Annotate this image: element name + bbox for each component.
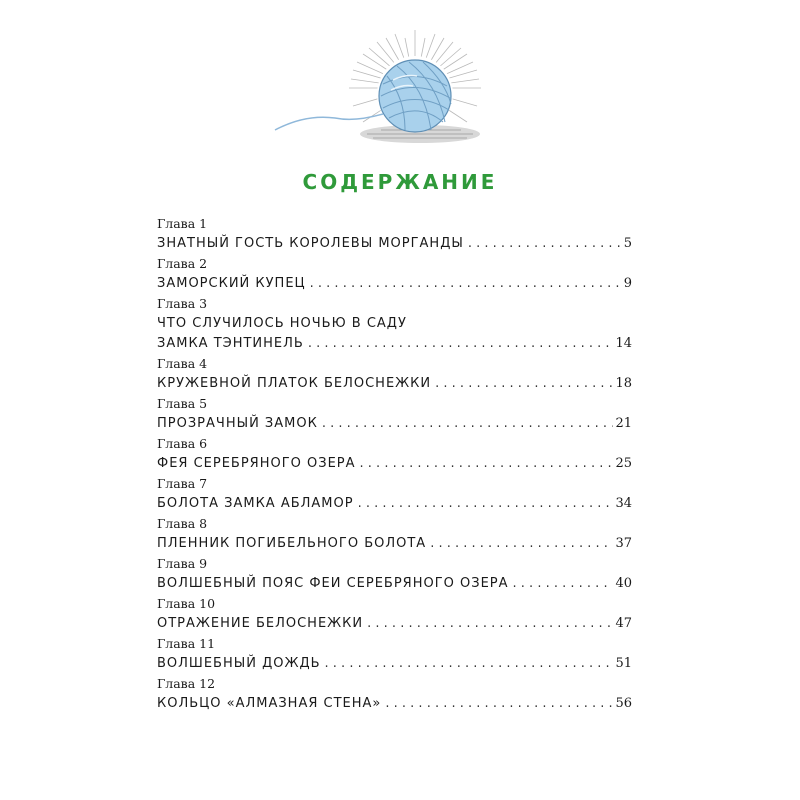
chapter-label: Глава 5 [157, 396, 208, 411]
toc-line [157, 234, 632, 254]
dot-leader [367, 614, 613, 634]
page-number: 40 [615, 576, 632, 591]
toc-entry [157, 294, 632, 354]
chapter-label: Глава 3 [157, 296, 208, 311]
yarn-ball-illustration [255, 18, 525, 158]
toc-entry [157, 254, 632, 294]
dot-leader [385, 694, 613, 714]
yarn-ball-icon [255, 18, 525, 158]
toc-line [157, 454, 632, 474]
dot-leader [435, 374, 613, 394]
toc-line [157, 414, 632, 434]
toc-entry [157, 214, 632, 254]
toc-entry [157, 394, 632, 434]
dot-leader [513, 574, 614, 594]
page-number: 14 [615, 336, 632, 351]
chapter-title: ПРОЗРАЧНЫЙ ЗАМОК [157, 416, 318, 431]
chapter-label: Глава 11 [157, 636, 216, 651]
page-number: 34 [615, 496, 632, 511]
chapter-label: Глава 10 [157, 596, 216, 611]
dot-leader [468, 234, 622, 254]
dot-leader [310, 274, 622, 294]
toc-entry [157, 474, 632, 514]
page-number: 37 [615, 536, 632, 551]
dot-leader [308, 334, 614, 354]
dot-leader [322, 414, 614, 434]
toc-entry [157, 634, 632, 674]
chapter-title: ФЕЯ СЕРЕБРЯНОГО ОЗЕРА [157, 456, 356, 471]
chapter-title: ВОЛШЕБНЫЙ ПОЯС ФЕИ СЕРЕБРЯНОГО ОЗЕРА [157, 576, 509, 591]
toc-entry [157, 594, 632, 634]
toc-line [157, 274, 632, 294]
dot-leader [325, 654, 614, 674]
toc-line [157, 334, 632, 354]
chapter-label: Глава 1 [157, 216, 208, 231]
toc-entry [157, 674, 632, 714]
dot-leader [430, 534, 613, 554]
chapter-label: Глава 12 [157, 676, 216, 691]
chapter-title: ЗНАТНЫЙ ГОСТЬ КОРОЛЕВЫ МОРГАНДЫ [157, 236, 464, 251]
page-number: 25 [615, 456, 632, 471]
chapter-label: Глава 8 [157, 516, 208, 531]
toc-entry [157, 354, 632, 394]
page-number: 56 [615, 696, 632, 711]
dot-leader [358, 494, 614, 514]
chapter-label: Глава 7 [157, 476, 208, 491]
toc-line [157, 614, 632, 634]
chapter-title: КОЛЬЦО «АЛМАЗНАЯ СТЕНА» [157, 696, 382, 711]
chapter-title: ЗАМКА ТЭНТИНЕЛЬ [157, 336, 304, 351]
toc-entry [157, 434, 632, 474]
toc-line [157, 654, 632, 674]
page-number: 5 [623, 236, 632, 251]
page-number: 18 [615, 376, 632, 391]
chapter-title: КРУЖЕВНОЙ ПЛАТОК БЕЛОСНЕЖКИ [157, 376, 432, 391]
chapter-title: ВОЛШЕБНЫЙ ДОЖДЬ [157, 656, 321, 671]
page-number: 47 [615, 616, 632, 631]
chapter-title: БОЛОТА ЗАМКА АБЛАМОР [157, 496, 354, 511]
page-title: СОДЕРЖАНИЕ [302, 170, 498, 194]
table-of-contents [157, 214, 632, 714]
chapter-label: Глава 2 [157, 256, 208, 271]
page-number: 21 [615, 416, 632, 431]
toc-entry [157, 554, 632, 594]
chapter-title: ПЛЕННИК ПОГИБЕЛЬНОГО БОЛОТА [157, 536, 427, 551]
toc-line [157, 534, 632, 554]
chapter-title: ЧТО СЛУЧИЛОСЬ НОЧЬЮ В САДУ [157, 316, 407, 331]
page-number: 9 [623, 276, 632, 291]
chapter-label: Глава 6 [157, 436, 208, 451]
chapter-title: ОТРАЖЕНИЕ БЕЛОСНЕЖКИ [157, 616, 364, 631]
dot-leader [360, 454, 614, 474]
toc-line [157, 574, 632, 594]
chapter-label: Глава 4 [157, 356, 208, 371]
chapter-label: Глава 9 [157, 556, 208, 571]
page-number: 51 [615, 656, 632, 671]
toc-line [157, 374, 632, 394]
toc-line [157, 494, 632, 514]
chapter-title: ЗАМОРСКИЙ КУПЕЦ [157, 276, 306, 291]
toc-entry [157, 514, 632, 554]
toc-line [157, 694, 632, 714]
